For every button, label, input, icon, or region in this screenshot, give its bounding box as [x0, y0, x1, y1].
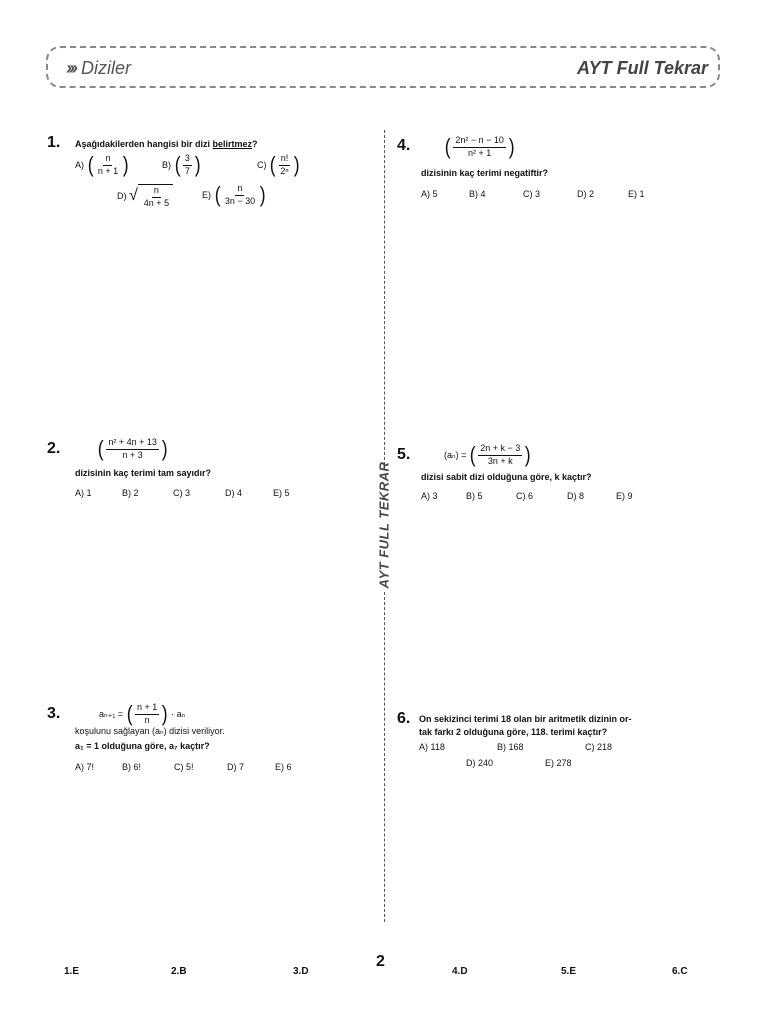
q2-number: 2.	[47, 440, 61, 457]
q2-option-b: B) 2	[122, 488, 139, 498]
q2-option-d: D) 4	[225, 488, 243, 498]
q1-option-d	[117, 184, 173, 209]
q1-option-a: A) ( $\frac{n}{n + 1}$ )	[75, 152, 129, 178]
q4-option-d: D) 2	[577, 189, 595, 199]
q3-number: 3.	[47, 705, 61, 722]
q5-option-c: C) 6	[516, 491, 534, 501]
answer-key-6: 6.C	[672, 966, 688, 977]
q5-option-b: B) 5	[466, 491, 483, 501]
q5-option-e: E) 9	[616, 491, 633, 501]
q1-option-b: B) ( $\frac{3}{7}$ )	[162, 152, 201, 178]
q3-rhs: · aₙ	[171, 708, 186, 719]
column-divider-bottom	[384, 592, 385, 922]
q3-option-b: B) 6!	[122, 762, 142, 772]
frac-den: n + 1	[97, 165, 119, 176]
option-label: E)	[202, 190, 211, 201]
frac-num: n + 1	[135, 703, 159, 715]
column-divider-top	[384, 130, 385, 470]
q1-option-e: E) ( $\frac{n}{3n - 30}$ )	[202, 182, 266, 208]
frac-num: n	[235, 184, 244, 196]
q3-option-c: C) 5!	[174, 762, 194, 772]
q1-stem	[75, 139, 258, 149]
q2-stem: dizisinin kaç terimi tam sayıdır?	[75, 468, 212, 478]
frac-den: 7	[184, 165, 190, 176]
q6-option-c: C) 218	[585, 742, 613, 752]
section-title: Diziler	[80, 58, 131, 78]
q5-lhs: (aₙ) =	[444, 449, 467, 460]
frac-num: 2n² − n − 10	[453, 136, 506, 148]
q4-option-a: A) 5	[421, 189, 438, 199]
frac-num: n² + 4n + 13	[106, 438, 159, 450]
q1-stem-end: ?	[252, 139, 258, 149]
q6-line1: On sekizinci terimi 18 olan bir aritmetik dizinin or-	[419, 714, 632, 724]
q2-expression: ( $\frac{\text{n² + 4n + 13}}{n + 3}$ )	[97, 436, 168, 462]
frac-num: 2n + k − 3	[478, 444, 522, 456]
q5-expression: (aₙ) = ( $\frac{2n + k - 3}{3n + k}$ )	[444, 442, 531, 468]
q5-stem: dizisi sabit dizi olduğuna göre, k kaçtır?	[421, 472, 592, 482]
answer-key-4: 4.D	[452, 966, 468, 977]
frac-den: n² + 1	[467, 147, 492, 158]
frac-num: 3	[183, 154, 192, 166]
answer-key-5: 5.E	[561, 966, 577, 977]
q3-line2: a₁ = 1 olduğuna göre, a₇ kaçtır?	[75, 741, 210, 751]
q6-option-a: A) 118	[419, 742, 445, 752]
frac-den: 3n − 30	[224, 195, 256, 206]
q3-option-a: A) 7!	[75, 762, 95, 772]
q6-number: 6.	[397, 710, 411, 727]
frac-den: 4n + 5	[143, 197, 170, 208]
answer-key-2: 2.B	[171, 966, 187, 977]
frac-num: n	[103, 154, 112, 166]
q1-option-c: C) ( $\frac{n!}{\text{2ⁿ}}$ )	[257, 152, 300, 178]
answer-key-3: 3.D	[293, 966, 309, 977]
q6-option-b: B) 168	[497, 742, 524, 752]
q4-option-b: B) 4	[469, 189, 486, 199]
q3-expression: aₙ₊₁ = ( $\frac{n + 1}{n}$ ) · aₙ	[99, 701, 186, 727]
q2-option-c: C) 3	[173, 488, 191, 498]
q4-number: 4.	[397, 137, 411, 154]
q6-option-e: E) 278	[545, 758, 572, 768]
q1-stem-underlined: belirtmez	[212, 139, 253, 149]
q6-line2: tak farkı 2 olduğuna göre, 118. terimi kaçtır?	[419, 727, 608, 737]
q4-option-e: E) 1	[628, 189, 645, 199]
q5-option-a: A) 3	[421, 491, 438, 501]
q4-stem: dizisinin kaç terimi negatiftir?	[421, 168, 549, 178]
page-number: 2	[376, 953, 385, 970]
frac-den: n	[144, 714, 150, 725]
q2-option-a: A) 1	[75, 488, 92, 498]
frac-den: 2ⁿ	[280, 165, 289, 176]
option-label: C)	[257, 160, 267, 171]
q5-number: 5.	[397, 446, 411, 463]
side-label: AYT FULL TEKRAR	[376, 461, 392, 589]
q5-option-d: D) 8	[567, 491, 585, 501]
q1-stem-text: Aşağıdakilerden hangisi bir dizi	[75, 139, 213, 149]
q1-number: 1.	[47, 134, 61, 151]
option-label: B)	[162, 160, 171, 171]
q3-option-e: E) 6	[275, 762, 292, 772]
chevrons-icon: ›››	[66, 58, 75, 78]
q3-option-d: D) 7	[227, 762, 245, 772]
frac-num: n	[152, 186, 161, 198]
option-label: A)	[75, 160, 84, 171]
q6-option-d: D) 240	[466, 758, 494, 768]
frac-den: 3n + k	[487, 455, 513, 466]
q3-lhs: aₙ₊₁ =	[99, 708, 124, 719]
frac-den: n + 3	[122, 449, 143, 460]
answer-key-1: 1.E	[64, 966, 80, 977]
q4-option-c: C) 3	[523, 189, 541, 199]
q4-expression: ( $\frac{\text{2n² − n − 10}}{\text{n² + 1}}$ )	[444, 134, 515, 160]
option-label: D)	[117, 191, 127, 202]
q2-option-e: E) 5	[273, 488, 290, 498]
q3-line1: koşulunu sağlayan (aₙ) dizisi veriliyor.	[75, 726, 225, 736]
header-left	[66, 58, 131, 79]
sqrt-icon: √	[129, 187, 138, 205]
frac-num: n!	[279, 154, 291, 166]
header-right-title: AYT Full Tekrar	[576, 58, 708, 78]
